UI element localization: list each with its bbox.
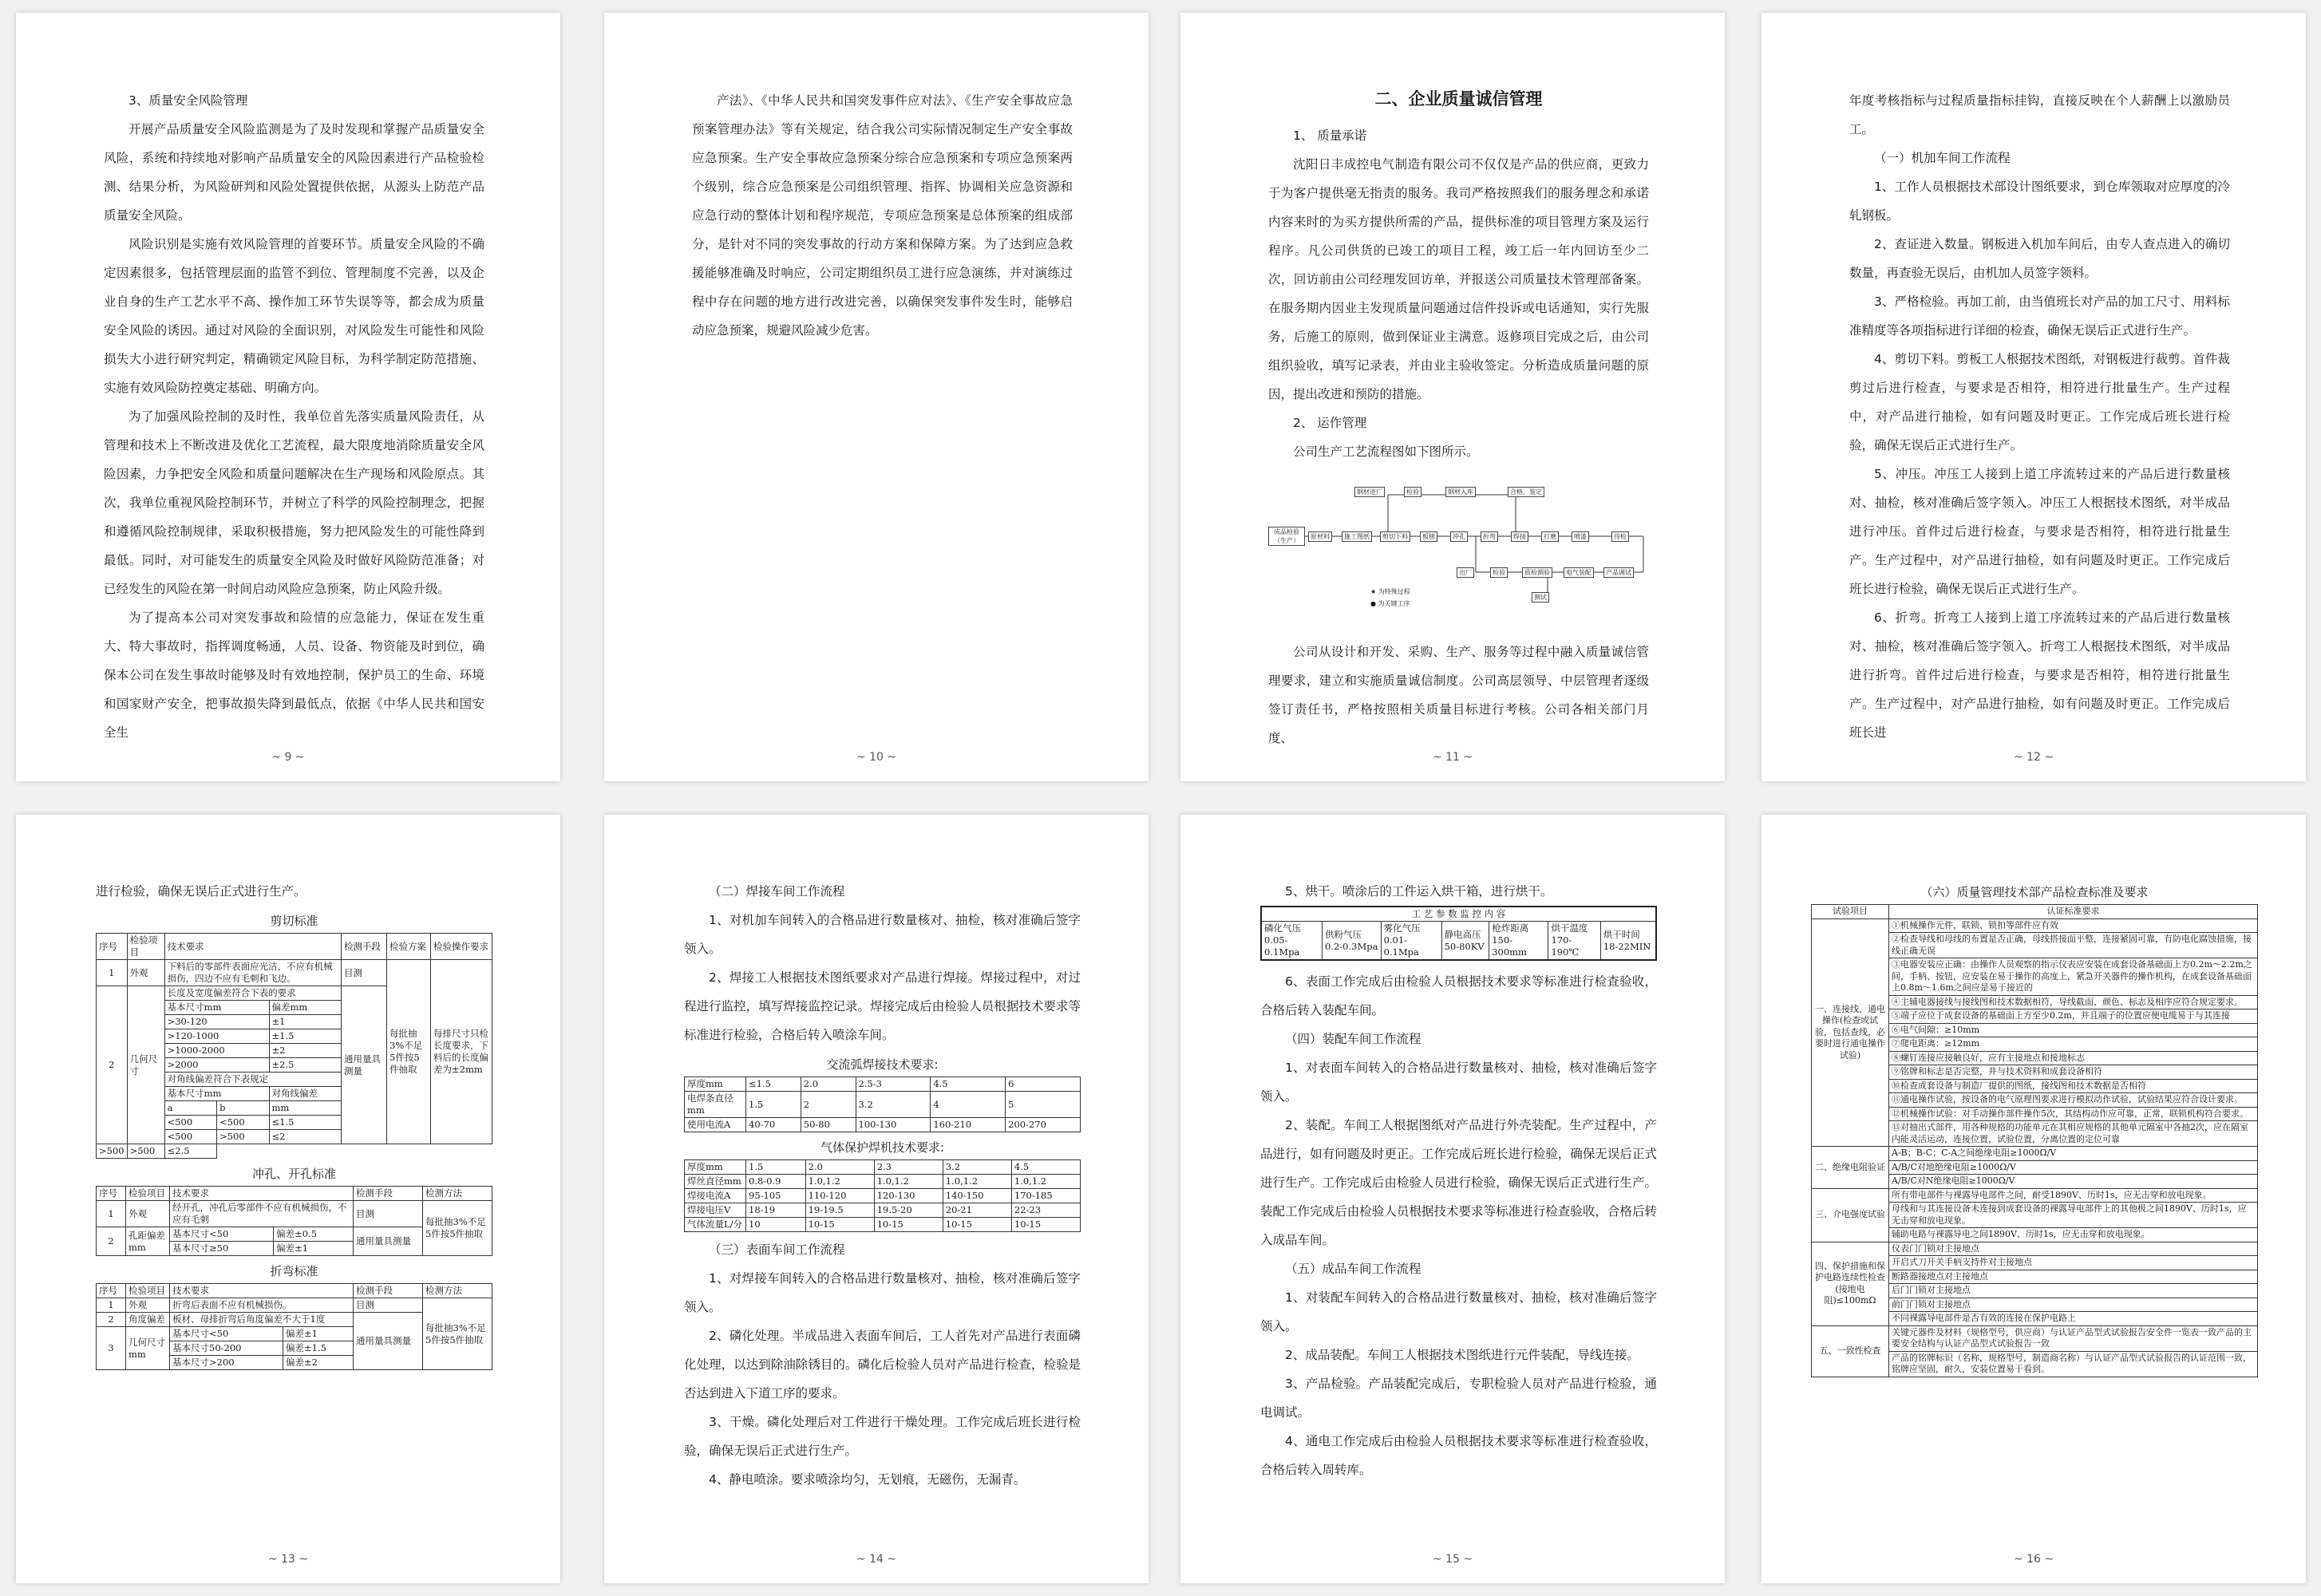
punching-standard-table: [96, 1186, 492, 1256]
table-cell: 1.0,1.2: [874, 1175, 943, 1189]
paragraph: 沈阳日丰成控电气制造有限公司不仅仅是产品的供应商，更致力于为客户提供毫无指责的服务。我司严格按照我们的服务理念和承诺内容来时的为买方提供所需的产品，提供标准的项目管理方案及运行程序。凡公司供货的已竣工的项目工程，竣工后一年内回访至少二次，回访前由公司经理发回访单，并报送公司质量技术管理部备案。在服务期内因业主发现质量问题通过信件投诉或电话通知，实行先服务，后施工的原则，做到保证业主满意。返修项目完成之后，由公司组织验收，填写记录表，并由业主验收签定。分析造成质量问题的原因，提出改进和预防的措施。: [1268, 157, 1649, 401]
requirement-cell: ⑪通电操作试验，按设备的电气原理图要求进行模拟动作试验，试验结果应符合设计要求。: [1889, 1093, 2258, 1108]
table-cell: 外观: [127, 960, 164, 986]
table-header: 技术要求: [170, 1284, 354, 1298]
paragraph: 2、焊接工人根据技术图纸要求对产品进行焊接。焊接过程中，对过程进行监控，填写焊接监控记录。焊接完成后由检验人员根据技术要求等标准进行检验，合格后转入喷涂车间。: [684, 970, 1081, 1042]
table-cell: 3.2: [943, 1160, 1011, 1175]
test-item-label: 四、保护措施和保护电路连续性检查(接地电阻)≤100mΩ: [1812, 1242, 1889, 1325]
table-cell: 18-19: [746, 1203, 806, 1218]
table-cell: 每批抽3%不足5件按5件抽取: [423, 1298, 492, 1370]
table-header: 序号: [97, 934, 128, 960]
paragraph: 风险识别是实施有效风险管理的首要环节。质量安全风险的不确定因素很多，包括管理层面的监管不到位、管理制度不完善，以及企业自身的生产工艺水平不高、操作加工环节失误等等，都会成为质量安全风险的诱因。通过对风险的全面识别，对风险发生可能性和风险损失大小进行研究判定，精确锁定风险目标，为科学制定防范措施、实施有效风险防控奠定基础、明确方向。: [104, 237, 484, 395]
table-cell: 电焊条直径mm: [685, 1092, 746, 1118]
paragraph: 为了加强风险控制的及时性，我单位首先落实质量风险责任，从管理和技术上不断改进及优化工艺流程，最大限度地消除质量安全风险因素，力争把安全风险和质量问题解决在生产现场和风险原点。其次，我单位重视风险控制环节，并树立了科学的风险控制理念，把握和遵循风险控制规律，采取积极措施，努力把风险发生的可能性降到最低。同时，对可能发生的质量安全风险及时做好风险防范准备；对已经发生的风险在第一时间启动风险应急预案，防止风险升级。: [104, 409, 484, 596]
page-12-body: [1849, 86, 2230, 747]
table-cell: 基本尺寸50-200: [170, 1341, 283, 1356]
table-cell: 2.5-3: [856, 1077, 931, 1092]
requirement-cell: ⑥电气间隙：≥10mm: [1889, 1023, 2258, 1037]
cutting-standard-table: [96, 933, 492, 1159]
requirement-cell: A/B/C对地绝缘电阻≥1000Ω/V: [1889, 1160, 2258, 1175]
table-cell: 140-150: [943, 1189, 1011, 1203]
paragraph: 4、剪切下料。剪板工人根据技术图纸，对钢板进行裁剪。首件裁剪过后进行检查，与要求是否相符，相符进行批量生产。生产过程中，对产品进行抽检，如有问题及时更正。工作完成后班长进行检验，确保无误后正式进行生产。: [1849, 352, 2230, 452]
flow-box: 产品调试: [1603, 567, 1634, 578]
paragraph: 1、对装配车间转入的合格品进行数量核对、抽检，核对准确后签字领入。: [1260, 1290, 1657, 1333]
table-header: 检验项目: [126, 1284, 170, 1298]
page-16-body: [1811, 877, 2258, 1377]
table-cell: ±2: [269, 1044, 341, 1058]
flow-box: 焊接: [1511, 531, 1528, 542]
table-cell: 22-23: [1011, 1203, 1080, 1218]
table-cell: 2.0: [801, 1077, 856, 1092]
table-cell: 10-15: [805, 1218, 874, 1232]
inspection-standard-table: [1811, 904, 2258, 1377]
welding-paragraphs: [684, 906, 1081, 1049]
table-cell: 磷化气压0.05-0.1Mpa: [1261, 922, 1322, 961]
table-cell: 200-270: [1006, 1118, 1081, 1132]
table-cell: 通用量具测量: [354, 1227, 423, 1256]
requirement-cell: ②检查导线和母线的布置是否正确，母线搭接面平整，连接紧固可靠，有防电化腐蚀措施，接线正确无误: [1889, 933, 2258, 958]
table-header: 技术要求: [170, 1187, 354, 1201]
paragraph: 5、烘干。喷涂后的工件运入烘干箱，进行烘干。: [1285, 884, 1553, 899]
surface-paragraphs: [684, 1264, 1081, 1494]
table-cell: 1.5: [746, 1160, 806, 1175]
table-cell: 基本尺寸>200: [170, 1356, 283, 1370]
table-header: 检验项目: [126, 1187, 170, 1201]
table-cell: 110-120: [805, 1189, 874, 1203]
paragraph: 4、通电工作完成后由检验人员根据技术要求等标准进行检查验收，合格后转入周转库。: [1260, 1434, 1657, 1477]
table-cell: 雾化气压0.01-0.1Mpa: [1381, 922, 1441, 961]
table-cell: 偏差±1: [283, 1327, 353, 1341]
paragraph: 开展产品质量安全风险监测是为了及时发现和掌握产品质量安全风险，系统和持续地对影响产品质量安全的风险因素进行产品检验检测、结果分析，为风险研判和风险处置提供依据，从源头上防范产品质量安全风险。: [104, 122, 484, 223]
legend-star: ★ 为特殊过程: [1370, 588, 1410, 595]
requirement-cell: 后门门锁对主接地点: [1889, 1284, 2258, 1298]
table-header: 试验项目: [1812, 905, 1889, 919]
paragraph: 1、对表面车间转入的合格品进行数量核对、抽检，核对准确后签字领入。: [1260, 1061, 1657, 1104]
legend-star-label: 为特殊过程: [1378, 588, 1410, 595]
table-cell: >500: [127, 1144, 164, 1159]
flow-box: 钢材入库: [1445, 487, 1476, 497]
page-14: [604, 815, 1149, 1583]
table-cell: 每批抽3%不足5件按5件抽取: [423, 1201, 492, 1256]
flow-box: 成品检验（生产）: [1268, 527, 1305, 546]
table-cell: 偏差±0.5: [274, 1227, 354, 1242]
requirement-cell: ⑬对抽出式部件，用各种规格的功能单元在其相应规格的其他单元隔室中各抽2次，应在隔室内能灵活运动，连接位置，试验位置，分离位置的定位可靠: [1889, 1121, 2258, 1147]
requirement-cell: 关键元器件及材料（规格型号，供应商）与认证产品型式试验报告安全件一览表一致产品的主要安全结构与认证产品型式试验报告一致: [1889, 1325, 2258, 1351]
table-cell: 厚度mm: [685, 1160, 746, 1175]
page-16: [1762, 815, 2306, 1583]
page-number: ~ 15 ~: [1432, 1553, 1473, 1566]
paragraph: 3、干燥。磷化处理后对工件进行干燥处理。工作完成后班长进行检验，确保无误后正式进行生产。: [684, 1415, 1081, 1458]
table-cell: 1: [97, 960, 128, 986]
table-title: 气体保护焊机技术要求:: [820, 1140, 945, 1155]
table-cell: 20-21: [943, 1203, 1011, 1218]
requirement-cell: ⑫机械操作试验：对手动操作部件操作5次，其结构动作应可靠，正常，联锁机构符合要求。: [1889, 1107, 2258, 1121]
flow-box: 出厂: [1457, 567, 1474, 578]
table-cell: 基本尺寸<50: [170, 1327, 283, 1341]
table-cell: 2: [97, 986, 128, 1144]
page-10: [604, 13, 1149, 781]
requirement-cell: A/B/C对N绝缘电阻≥1000Ω/V: [1889, 1175, 2258, 1189]
table-cell: 对角线偏差符合下表规定: [164, 1073, 341, 1087]
legend-dot-label: 为关键工序: [1378, 600, 1410, 607]
table-cell: 40-70: [746, 1118, 801, 1132]
page-9-body: [104, 86, 484, 747]
page-number: ~ 16 ~: [2013, 1553, 2054, 1566]
flow-box: 质检测验: [1522, 567, 1552, 578]
page-11-body: [1268, 83, 1649, 753]
table-cell: 2.3: [874, 1160, 943, 1175]
flow-box: 合格、鉴定: [1508, 487, 1544, 497]
table-cell: 2: [97, 1313, 126, 1327]
table-cell: 几何尺寸mm: [126, 1327, 170, 1370]
paragraph: 产法》、《中华人民共和国突发事件应对法》、《生产安全事故应急预案管理办法》等有关规定，结合我公司实际情况制定生产安全事故应急预案。生产安全事故应急预案分综合应急预案和专项应急预案两个级别，综合应急预案是公司组织管理、指挥、协调相关应急资源和应急行动的整体计划和程序规范，专项应急预案是总体预案的组成部分，是针对不同的突发事故的行动方案和保障方案。为了达到应急救援能够准确及时响应，公司定期组织员工进行应急演练，并对演练过程中存在问题的地方进行改进完善，以确保突发事件发生时，能够启动应急预案，规避风险减少危害。: [692, 93, 1073, 338]
page-11: [1180, 13, 1725, 781]
table-cell: 10: [746, 1218, 806, 1232]
table-cell: 偏差mm: [269, 1001, 341, 1015]
requirement-cell: 开启式刀开关手柄支持件对主接地点: [1889, 1256, 2258, 1270]
test-item-label: 三、介电强度试验: [1812, 1188, 1889, 1242]
table-cell: 使用电流A: [685, 1118, 746, 1132]
table-cell: >500: [97, 1144, 128, 1159]
table-cell: 角度偏差: [126, 1313, 170, 1327]
table-header: 检测手段: [354, 1284, 423, 1298]
table-title: 冲孔、开孔标准: [251, 1167, 336, 1181]
table-cell: 每排尺寸只检长度要求，下料后的长度偏差为±2mm: [431, 960, 492, 1144]
table-cell: 10-15: [943, 1218, 1011, 1232]
table-cell: 外观: [126, 1201, 170, 1227]
chapter-title: 二、企业质量诚信管理: [1374, 89, 1543, 109]
table-header: 序号: [97, 1187, 126, 1201]
table-cell: ≤2: [269, 1130, 341, 1144]
table-cell: 供粉气压0.2-0.3Mpa: [1322, 922, 1381, 961]
section-heading: （三）表面车间工作流程: [709, 1242, 845, 1257]
flow-box: 待检: [1611, 531, 1629, 542]
paragraph: 3、严格检验。再加工前，由当值班长对产品的加工尺寸、用料标准精度等各项指标进行详细的检查，确保无误后正式进行生产。: [1849, 294, 2230, 338]
table-header: 检测方法: [423, 1187, 492, 1201]
flow-box: 打磨: [1541, 531, 1559, 542]
table-cell: 焊接电流A: [685, 1189, 746, 1203]
flow-box: 原材料: [1308, 531, 1332, 542]
table-cell: 对角线偏差: [269, 1087, 341, 1101]
page-15: [1180, 815, 1725, 1583]
table-cell: 烘干时间18-22MIN: [1600, 922, 1656, 961]
table-cell: 枪炸距离150-300mm: [1489, 922, 1548, 961]
table-header: 检测手段: [354, 1187, 423, 1201]
legend-dot: ● 为关键工序: [1370, 600, 1410, 607]
table-cell: 长度及宽度偏差符合下表的要求: [164, 986, 341, 1001]
table-cell: ±1: [269, 1015, 341, 1029]
table-title: 剪切标准: [270, 914, 318, 928]
page-13-body: [96, 877, 492, 1370]
table-title: 折弯标准: [270, 1264, 318, 1278]
table-cell: a: [164, 1101, 216, 1116]
gas-welding-table: [684, 1159, 1081, 1232]
paragraph: 2、磷化处理。半成品进入表面车间后，工人首先对产品进行表面磷化处理，以达到除油除锈目的。磷化后检验人员对产品进行检查，检验是否达到进入下道工序的要求。: [684, 1329, 1081, 1400]
flowchart-connectors: [1268, 480, 1649, 620]
table-cell: 1.0,1.2: [1011, 1175, 1080, 1189]
requirement-cell: 产品的铭牌标识（名称，规格型号，制造商名称）与认证产品型式试验报告的认证范围一致，铭牌应坚固，耐久，安装位置易于看到。: [1889, 1351, 2258, 1377]
table-cell: 目测: [354, 1201, 423, 1227]
table-header: 检测手段: [342, 934, 387, 960]
flow-box: 剪切下料: [1380, 531, 1410, 542]
page-number: ~ 12 ~: [2013, 751, 2054, 764]
page-12: [1762, 13, 2306, 781]
section-heading: 3、质量安全风险管理: [129, 93, 248, 108]
table-cell: 目测: [342, 960, 387, 986]
requirement-cell: 辅助电路与裸露导电之间1890V、历时1s，应无击穿和放电现象。: [1889, 1228, 2258, 1242]
table-cell: 1.0,1.2: [943, 1175, 1011, 1189]
table-cell: 1.0,1.2: [805, 1175, 874, 1189]
table-cell: 静电高压50-80KV: [1441, 922, 1489, 961]
table-cell: 4.5: [1011, 1160, 1080, 1175]
table-cell: >2000: [164, 1058, 269, 1073]
table-cell: 160-210: [931, 1118, 1006, 1132]
section-heading: 1、 质量承诺: [1293, 128, 1367, 143]
table-cell: 95-105: [746, 1189, 806, 1203]
table-cell: 0.8-0.9: [746, 1175, 806, 1189]
paragraph: 5、冲压。冲压工人接到上道工序流转过来的产品后进行数量核对、抽检，核对准确后签字领入。冲压工人根据技术图纸，对半成品进行冲压。首件过后进行检查，与要求是否相符，相符进行批量生产。生产过程中，对产品进行抽检，如有问题及时更正。工作完成后班长进行检验，确保无误后正式进行生产。: [1849, 467, 2230, 596]
flow-box: 测试: [1532, 592, 1549, 602]
flow-box: 钢材进厂: [1354, 487, 1385, 497]
flow-box: 电气装配: [1564, 567, 1594, 578]
page-number: ~ 13 ~: [267, 1553, 309, 1566]
table-cell: 每批抽3%不足5件按5件抽取: [387, 960, 431, 1144]
paragraph: （五）成品车间工作流程: [1285, 1262, 1421, 1276]
table-cell: 基本尺寸mm: [164, 1087, 269, 1101]
table-cell: 通用量具测量: [354, 1313, 423, 1370]
table-cell: 焊接电压V: [685, 1203, 746, 1218]
section-heading: （二）焊接车间工作流程: [709, 884, 845, 899]
table-cell: b: [217, 1101, 269, 1116]
table-cell: 折弯后表面不应有机械损伤。: [170, 1298, 354, 1313]
table-cell: 偏差±1.5: [283, 1341, 353, 1356]
table-cell: mm: [269, 1101, 341, 1116]
table-cell: 19.5-20: [874, 1203, 943, 1218]
table-cell: 通用量具测量: [342, 986, 387, 1144]
table-cell: 10-15: [1011, 1218, 1080, 1232]
flow-box: 施工图纸: [1342, 531, 1372, 542]
requirement-cell: ①机械操作元件，联锁、锁扣等部件应有效: [1889, 918, 2258, 933]
table-header: 检验操作要求: [431, 934, 492, 960]
flow-box: 板刨: [1420, 531, 1437, 542]
paragraph: 2、查证进入数量。钢板进入机加车间后，由专人查点进入的确切数量，再查验无误后，由机加人员签字领料。: [1849, 237, 2230, 280]
paragraph: 1、对机加车间转入的合格品进行数量核对、抽检，核对准确后签字领入。: [684, 913, 1081, 956]
table-cell: 10-15: [874, 1218, 943, 1232]
paragraph: （一）机加车间工作流程: [1874, 151, 2011, 165]
flow-box: 检验: [1490, 567, 1508, 578]
page-number: ~ 9 ~: [271, 751, 305, 764]
table-cell: 1.5: [746, 1092, 801, 1118]
page-number: ~ 11 ~: [1432, 751, 1473, 764]
table-cell: ±1.5: [269, 1029, 341, 1044]
flow-box: 喷漆: [1572, 531, 1589, 542]
paragraph: （四）装配车间工作流程: [1285, 1032, 1421, 1046]
table-header: 认证标准要求: [1889, 905, 2258, 919]
table-cell: 烘干温度170-190℃: [1548, 922, 1600, 961]
table-cell: 焊丝直径mm: [685, 1175, 746, 1189]
paragraph: 公司从设计和开发、采购、生产、服务等过程中融入质量诚信管理要求，建立和实施质量诚信制度。公司高层领导、中层管理者逐级签订责任书，严格按照相关质量目标进行考核。公司各相关部门月度、: [1268, 645, 1649, 745]
page-15-body: [1260, 877, 1657, 1484]
table-cell: 50-80: [801, 1118, 856, 1132]
table-cell: >500: [217, 1130, 269, 1144]
table-cell: ≤1.5: [269, 1116, 341, 1130]
table-cell: 2: [97, 1227, 126, 1256]
table-cell: 4: [931, 1092, 1006, 1118]
table-cell: >1000-2000: [164, 1044, 269, 1058]
requirement-cell: ④主辅电器接线与接线图和技术数据相符，导线截面、颜色、标志及相序应符合规定要求。: [1889, 995, 2258, 1009]
paragraph: 为了提高本公司对突发事故和险情的应急能力，保证在发生重大、特大事故时，指挥调度畅通，人员、设备、物资能及时到位，确保本公司在发生事故时能够及时有效地控制，保护员工的生命、环境和国家财产安全，把事故损失降到最低点，依据《中华人民共和国安全生: [104, 610, 484, 740]
paragraph: 6、折弯。折弯工人接到上道工序流转过来的产品后进行数量核对、抽检，核对准确后签字领入。折弯工人根据技术图纸，对半成品进行折弯。首件过后进行检查，与要求是否相符，相符进行批量生产。生产过程中，对产品进行抽检，如有问题及时更正。工作完成后班长进: [1849, 610, 2230, 740]
requirement-cell: ⑤端子应位于成套设备的基础面上方至少0.2m，并且端子的位置应便电缆易于与其连接: [1889, 1009, 2258, 1024]
table-header: 检测方法: [423, 1284, 492, 1298]
table-cell: 4.5: [931, 1077, 1006, 1092]
page-14-body: [684, 877, 1081, 1494]
table-cell: 100-130: [856, 1118, 931, 1132]
table-cell: ≤2.5: [164, 1144, 216, 1159]
page-number: ~ 14 ~: [856, 1553, 897, 1566]
requirement-cell: 仪表门门锁对主接地点: [1889, 1242, 2258, 1256]
requirement-cell: 断路器接地点对主接地点: [1889, 1270, 2258, 1284]
requirement-cell: 前门门锁对主接地点: [1889, 1298, 2258, 1312]
table-cell: 下料后的零部件表面应光洁，不应有机械损伤，四边不应有毛刺和飞边。: [164, 960, 341, 986]
requirement-cell: A-B；B-C；C-A之间绝缘电阻≥1000Ω/V: [1889, 1147, 2258, 1161]
table-cell: 经开孔，冲孔后零部件不应有机械损伤，不应有毛刺: [170, 1201, 354, 1227]
table-cell: 基本尺寸<50: [170, 1227, 274, 1242]
requirement-cell: ⑩检查成套设备与制造厂提供的图纸，接线图和技术数据是否相符: [1889, 1079, 2258, 1093]
table-cell: >120-1000: [164, 1029, 269, 1044]
flow-box: 冲孔: [1450, 531, 1468, 542]
paragraph: 1、对焊接车间转入的合格品进行数量核对、抽检，核对准确后签字领入。: [684, 1271, 1081, 1314]
page-13: [16, 815, 560, 1583]
table-cell: 偏差±2: [283, 1356, 353, 1370]
requirement-cell: ⑧螺钉连接应接触良好，应有主接地点和接地标志: [1889, 1051, 2258, 1065]
paragraph: 6、表面工作完成后由检验人员根据技术要求等标准进行检查验收，合格后转入装配车间。: [1260, 974, 1657, 1017]
bending-standard-table: [96, 1283, 492, 1370]
flow-box: 折弯: [1481, 531, 1498, 542]
table-cell: 120-130: [874, 1189, 943, 1203]
table-cell: 5: [1006, 1092, 1081, 1118]
test-item-label: 一、连接线、通电操作(检查或试验，包括查线，必要时进行通电操作试验): [1812, 918, 1889, 1147]
requirement-cell: ⑨铭牌和标志是否完整，并与技术资料和成套设备相符: [1889, 1065, 2258, 1080]
page-number: ~ 10 ~: [856, 751, 897, 764]
table-cell: <500: [217, 1116, 269, 1130]
test-item-label: 二、绝缘电阻验证: [1812, 1147, 1889, 1189]
paragraph: 进行检验，确保无误后正式进行生产。: [96, 884, 306, 899]
paragraph: 公司生产工艺流程图如下图所示。: [1293, 444, 1479, 459]
table-cell: ≤1.5: [746, 1077, 801, 1092]
paragraph: 4、静电喷涂。要求喷涂均匀，无划痕，无磁伤，无漏青。: [709, 1472, 1026, 1487]
paragraph: 年度考核指标与过程质量指标挂钩，直接反映在个人薪酬上以激励员工。: [1849, 93, 2230, 136]
table-cell: >30-120: [164, 1015, 269, 1029]
process-flowchart: [1268, 480, 1649, 620]
assembly-paragraphs: [1260, 967, 1657, 1484]
process-parameter-table: [1260, 906, 1657, 961]
page-10-body: [692, 86, 1073, 345]
flow-box: 检验: [1404, 487, 1421, 497]
page-9: [16, 13, 560, 781]
table-header: 工 艺 参 数 监 控 内 容: [1261, 907, 1656, 922]
requirement-cell: 不同裸露导电部件是否有效的连接在保护电路上: [1889, 1312, 2258, 1326]
table-cell: 偏差±1: [274, 1242, 354, 1256]
table-cell: 板材、母排折弯后角度偏差不大于1度: [170, 1313, 354, 1327]
table-cell: 170-185: [1011, 1189, 1080, 1203]
requirement-cell: 所有带电部件与裸露导电部件之间，耐受1890V、历时1s，应无击穿和放电现象。: [1889, 1188, 2258, 1203]
table-title: 交流弧焊接技术要求:: [826, 1057, 939, 1072]
section-heading: 2、 运作管理: [1293, 416, 1367, 430]
table-cell: 基本尺寸mm: [164, 1001, 269, 1015]
table-cell: 气体流量L/分: [685, 1218, 746, 1232]
table-cell: 3: [97, 1327, 126, 1370]
paragraph: 2、成品装配。车间工人根据技术图纸进行元件装配，导线连接。: [1285, 1348, 1639, 1362]
table-cell: 基本尺寸≥50: [170, 1242, 274, 1256]
table-cell: 1: [97, 1201, 126, 1227]
table-cell: 孔距偏差mm: [126, 1227, 170, 1256]
ac-welding-table: [684, 1077, 1081, 1132]
table-header: 技术要求: [164, 934, 341, 960]
table-header: 检验项目: [127, 934, 164, 960]
table-cell: 3.2: [856, 1092, 931, 1118]
requirement-cell: ③电器安装应正确：由操作人员观察的指示仪表应安装在成套设备基础面上方0.2m～2.2m之间，手柄、按钮，应安装在易于操作的高度上，紧急开关器件的操作机构，在成套设备基础面上0.8m～1.6m之间应是易于接近的: [1889, 958, 2258, 996]
table-cell: 2.0: [805, 1160, 874, 1175]
table-cell: 19-19.5: [805, 1203, 874, 1218]
paragraph: 2、装配。车间工人根据图纸对产品进行外壳装配。生产过程中，产品进行，如有问题及时更正。工作完成后班长进行检验，确保无误后正式进行生产。工作完成后由检验人员进行检验，确保无误后正式进行生产。装配工作完成后由检验人员根据技术要求等标准进行检查验收，合格后转入成品车间。: [1260, 1118, 1657, 1247]
table-cell: 2: [801, 1092, 856, 1118]
table-cell: 1: [97, 1298, 126, 1313]
table-header: 序号: [97, 1284, 126, 1298]
table-cell: ±2.5: [269, 1058, 341, 1073]
table-cell: 外观: [126, 1298, 170, 1313]
test-item-label: 五、一致性检查: [1812, 1325, 1889, 1377]
requirement-cell: ⑦爬电距离：≥12mm: [1889, 1037, 2258, 1052]
table-cell: <500: [164, 1130, 216, 1144]
table-header: 检验方案: [387, 934, 431, 960]
table-cell: 厚度mm: [685, 1077, 746, 1092]
table-cell: 几何尺寸: [127, 986, 164, 1144]
requirement-cell: 母线和与其连接设备未连接到成套设备的裸露导电部件上的其他极之间1890V、历时1s，应无击穿和放电现象。: [1889, 1203, 2258, 1228]
table-title: （六）质量管理技术部产品检查标准及要求: [1920, 885, 2149, 899]
table-cell: 目测: [354, 1298, 423, 1313]
paragraph: 1、工作人员根据技术部设计图纸要求，到仓库领取对应厚度的冷轧钢板。: [1849, 180, 2230, 223]
table-cell: <500: [164, 1116, 216, 1130]
table-cell: 6: [1006, 1077, 1081, 1092]
paragraph: 3、产品检验。产品装配完成后，专职检验人员对产品进行检验，通电调试。: [1260, 1377, 1657, 1420]
